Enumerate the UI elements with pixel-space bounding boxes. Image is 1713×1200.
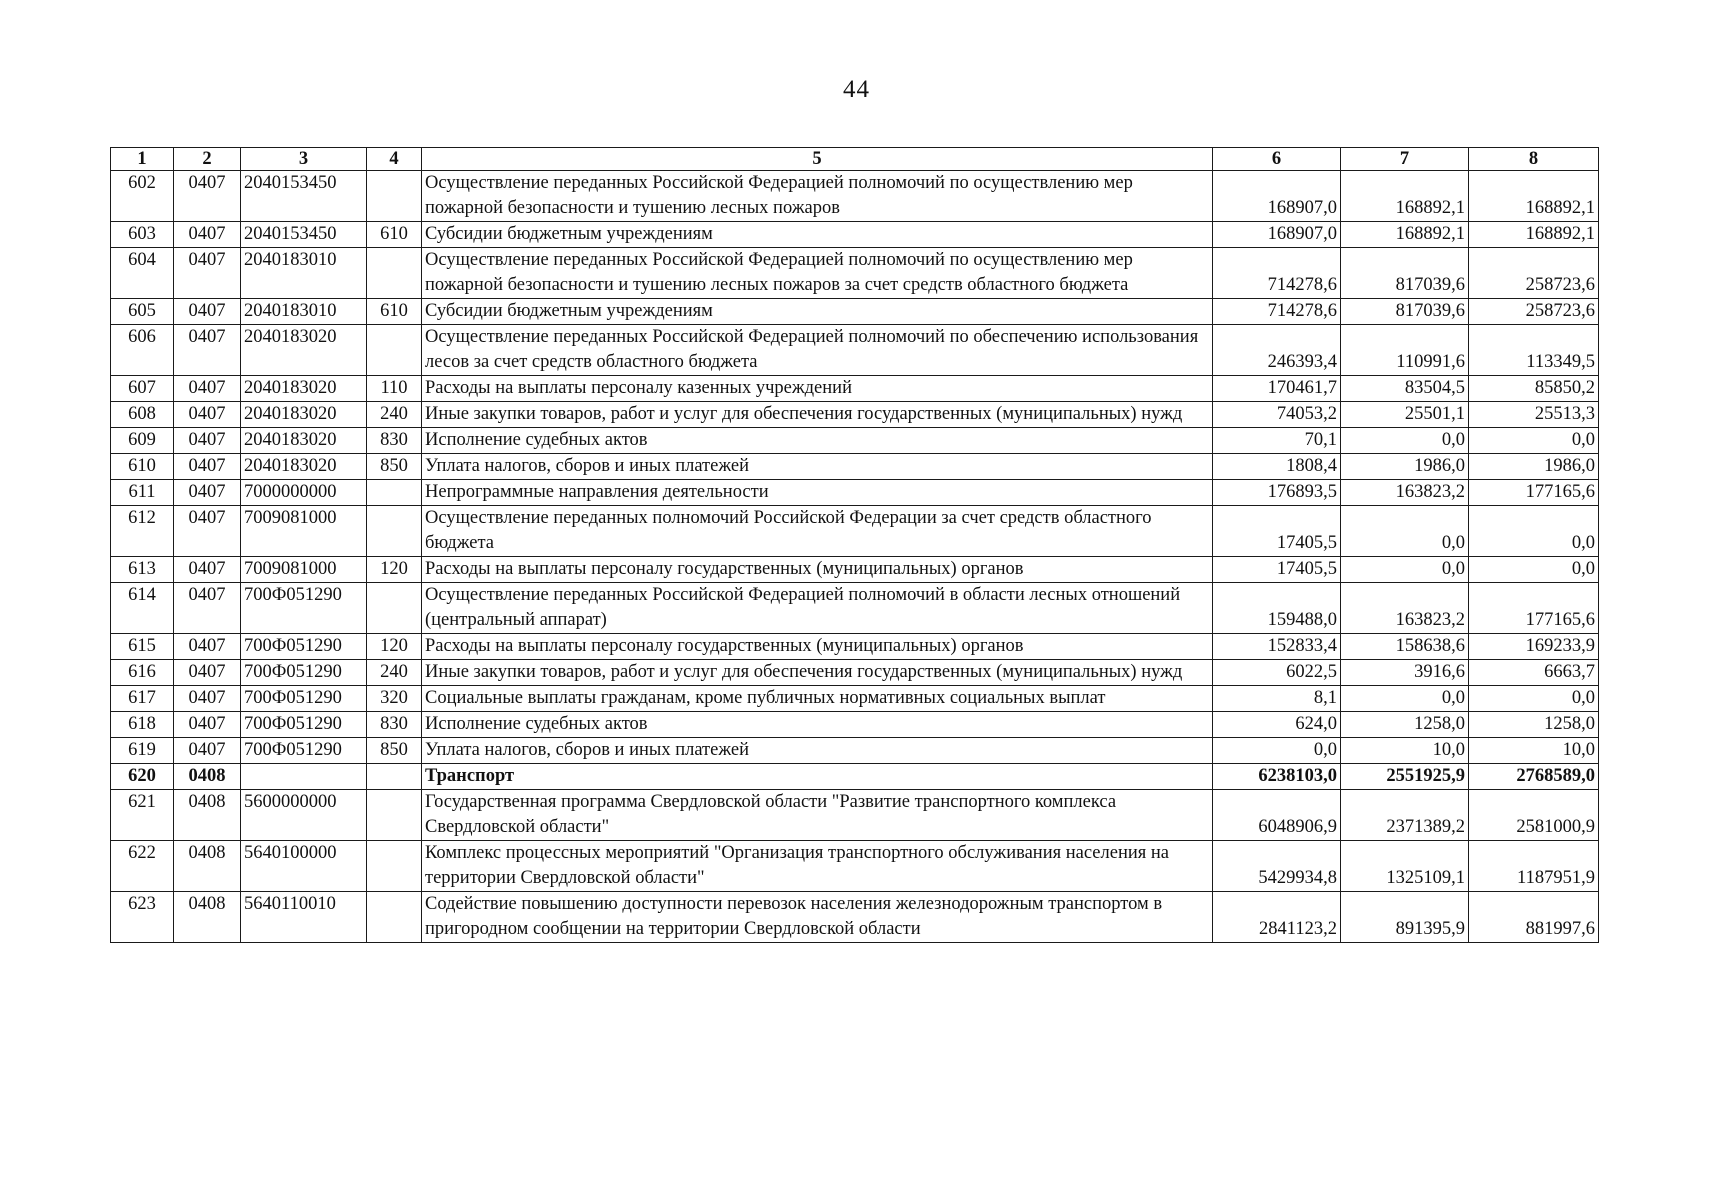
value-col6-cell: 5429934,8: [1213, 841, 1341, 892]
item-name-cell: Иные закупки товаров, работ и услуг для обеспечения государственных (муниципальных) нужд: [422, 660, 1213, 686]
value-col8-cell: 85850,2: [1469, 376, 1599, 402]
value-col8-cell: 0,0: [1469, 428, 1599, 454]
target-code-cell: 700Ф051290: [241, 634, 367, 660]
value-col8-cell: 1187951,9: [1469, 841, 1599, 892]
section-code-cell: 0407: [174, 686, 241, 712]
value-col8-cell: 169233,9: [1469, 634, 1599, 660]
row-number-cell: 610: [111, 454, 174, 480]
table-row: [111, 790, 1599, 841]
item-name-cell: Уплата налогов, сборов и иных платежей: [422, 454, 1213, 480]
table-row: [111, 712, 1599, 738]
target-code-cell: 5640100000: [241, 841, 367, 892]
expense-type-cell: [367, 480, 422, 506]
value-col6-cell: 2841123,2: [1213, 892, 1341, 943]
value-col6-cell: 1808,4: [1213, 454, 1341, 480]
section-code-cell: 0407: [174, 506, 241, 557]
table-row: [111, 299, 1599, 325]
value-col6-cell: 714278,6: [1213, 248, 1341, 299]
section-code-cell: 0408: [174, 764, 241, 790]
expense-type-cell: [367, 841, 422, 892]
target-code-cell: 2040153450: [241, 222, 367, 248]
row-number-cell: 614: [111, 583, 174, 634]
expense-type-cell: 110: [367, 376, 422, 402]
value-col6-cell: 159488,0: [1213, 583, 1341, 634]
section-code-cell: 0407: [174, 634, 241, 660]
value-col6-cell: 6048906,9: [1213, 790, 1341, 841]
expense-type-cell: 240: [367, 660, 422, 686]
row-number-cell: 619: [111, 738, 174, 764]
row-number-cell: 621: [111, 790, 174, 841]
value-col8-cell: 1986,0: [1469, 454, 1599, 480]
section-code-cell: 0407: [174, 222, 241, 248]
table-row: [111, 892, 1599, 943]
value-col7-cell: 168892,1: [1341, 222, 1469, 248]
value-col7-cell: 0,0: [1341, 557, 1469, 583]
table-row: [111, 583, 1599, 634]
row-number-cell: 609: [111, 428, 174, 454]
table-row: [111, 764, 1599, 790]
target-code-cell: 7000000000: [241, 480, 367, 506]
value-col7-cell: 891395,9: [1341, 892, 1469, 943]
value-col7-cell: 1986,0: [1341, 454, 1469, 480]
table-row: [111, 222, 1599, 248]
value-col6-cell: 168907,0: [1213, 222, 1341, 248]
item-name-cell: Уплата налогов, сборов и иных платежей: [422, 738, 1213, 764]
target-code-cell: [241, 764, 367, 790]
row-number-cell: 604: [111, 248, 174, 299]
item-name-cell: Осуществление переданных полномочий Российской Федерации за счет средств областного бюджета: [422, 506, 1213, 557]
item-name-cell: Расходы на выплаты персоналу государственных (муниципальных) органов: [422, 634, 1213, 660]
value-col7-cell: 2551925,9: [1341, 764, 1469, 790]
header-cell-6: 6: [1213, 148, 1341, 171]
table-row: [111, 428, 1599, 454]
target-code-cell: 700Ф051290: [241, 660, 367, 686]
value-col8-cell: 25513,3: [1469, 402, 1599, 428]
page-number: 44: [843, 76, 870, 103]
table-row: [111, 454, 1599, 480]
value-col7-cell: 3916,6: [1341, 660, 1469, 686]
value-col6-cell: 6238103,0: [1213, 764, 1341, 790]
expense-type-cell: 320: [367, 686, 422, 712]
value-col7-cell: 25501,1: [1341, 402, 1469, 428]
section-code-cell: 0407: [174, 557, 241, 583]
table-row: [111, 480, 1599, 506]
budget-table: [110, 147, 1599, 943]
section-code-cell: 0407: [174, 480, 241, 506]
section-code-cell: 0407: [174, 454, 241, 480]
table-row: [111, 376, 1599, 402]
section-code-cell: 0407: [174, 428, 241, 454]
section-code-cell: 0407: [174, 325, 241, 376]
value-col7-cell: 1325109,1: [1341, 841, 1469, 892]
value-col8-cell: 2581000,9: [1469, 790, 1599, 841]
table-body: [111, 171, 1599, 943]
row-number-cell: 603: [111, 222, 174, 248]
section-code-cell: 0407: [174, 402, 241, 428]
section-code-cell: 0407: [174, 660, 241, 686]
header-cell-7: 7: [1341, 148, 1469, 171]
row-number-cell: 616: [111, 660, 174, 686]
value-col8-cell: 881997,6: [1469, 892, 1599, 943]
expense-type-cell: [367, 892, 422, 943]
table-row: [111, 557, 1599, 583]
value-col7-cell: 83504,5: [1341, 376, 1469, 402]
expense-type-cell: 610: [367, 299, 422, 325]
expense-type-cell: 610: [367, 222, 422, 248]
target-code-cell: 2040183020: [241, 376, 367, 402]
section-code-cell: 0408: [174, 892, 241, 943]
table-row: [111, 634, 1599, 660]
section-code-cell: 0407: [174, 171, 241, 222]
value-col8-cell: 0,0: [1469, 686, 1599, 712]
target-code-cell: 5600000000: [241, 790, 367, 841]
table-row: [111, 686, 1599, 712]
table-row: [111, 325, 1599, 376]
target-code-cell: 7009081000: [241, 506, 367, 557]
table-row: [111, 506, 1599, 557]
target-code-cell: 2040183010: [241, 248, 367, 299]
table-row: [111, 402, 1599, 428]
value-col7-cell: 158638,6: [1341, 634, 1469, 660]
row-number-cell: 608: [111, 402, 174, 428]
table-row: [111, 841, 1599, 892]
value-col8-cell: 258723,6: [1469, 248, 1599, 299]
value-col6-cell: 0,0: [1213, 738, 1341, 764]
value-col7-cell: 0,0: [1341, 506, 1469, 557]
table-row: [111, 738, 1599, 764]
row-number-cell: 607: [111, 376, 174, 402]
value-col8-cell: 10,0: [1469, 738, 1599, 764]
target-code-cell: 5640110010: [241, 892, 367, 943]
value-col7-cell: 163823,2: [1341, 480, 1469, 506]
value-col7-cell: 817039,6: [1341, 248, 1469, 299]
row-number-cell: 602: [111, 171, 174, 222]
value-col8-cell: 2768589,0: [1469, 764, 1599, 790]
header-cell-1: 1: [111, 148, 174, 171]
target-code-cell: 2040183010: [241, 299, 367, 325]
value-col6-cell: 17405,5: [1213, 506, 1341, 557]
item-name-cell: Осуществление переданных Российской Федерацией полномочий по обеспечению использования лесов за счет средств областного бюджета: [422, 325, 1213, 376]
row-number-cell: 606: [111, 325, 174, 376]
header-cell-5: 5: [422, 148, 1213, 171]
expense-type-cell: [367, 583, 422, 634]
value-col8-cell: 1258,0: [1469, 712, 1599, 738]
row-number-cell: 613: [111, 557, 174, 583]
expense-type-cell: [367, 325, 422, 376]
row-number-cell: 622: [111, 841, 174, 892]
value-col7-cell: 168892,1: [1341, 171, 1469, 222]
target-code-cell: 700Ф051290: [241, 738, 367, 764]
value-col6-cell: 17405,5: [1213, 557, 1341, 583]
expense-type-cell: [367, 248, 422, 299]
value-col7-cell: 1258,0: [1341, 712, 1469, 738]
item-name-cell: Расходы на выплаты персоналу государственных (муниципальных) органов: [422, 557, 1213, 583]
item-name-cell: Субсидии бюджетным учреждениям: [422, 222, 1213, 248]
expense-type-cell: 240: [367, 402, 422, 428]
value-col8-cell: 177165,6: [1469, 583, 1599, 634]
expense-type-cell: 120: [367, 557, 422, 583]
row-number-cell: 611: [111, 480, 174, 506]
value-col6-cell: 6022,5: [1213, 660, 1341, 686]
expense-type-cell: [367, 764, 422, 790]
value-col8-cell: 177165,6: [1469, 480, 1599, 506]
section-code-cell: 0408: [174, 790, 241, 841]
table-row: [111, 171, 1599, 222]
header-cell-4: 4: [367, 148, 422, 171]
item-name-cell: Исполнение судебных актов: [422, 428, 1213, 454]
value-col6-cell: 8,1: [1213, 686, 1341, 712]
section-code-cell: 0407: [174, 376, 241, 402]
item-name-cell: Содействие повышению доступности перевозок населения железнодорожным транспортом в пригородном сообщении на территории Свердловской области: [422, 892, 1213, 943]
target-code-cell: 7009081000: [241, 557, 367, 583]
item-name-cell: Осуществление переданных Российской Федерацией полномочий в области лесных отношений (центральный аппарат): [422, 583, 1213, 634]
item-name-cell: Осуществление переданных Российской Федерацией полномочий по осуществлению мер пожарной безопасности и тушению лесных пожаров за счет средств областного бюджета: [422, 248, 1213, 299]
expense-type-cell: [367, 506, 422, 557]
item-name-cell: Непрограммные направления деятельности: [422, 480, 1213, 506]
target-code-cell: 2040183020: [241, 325, 367, 376]
row-number-cell: 612: [111, 506, 174, 557]
expense-type-cell: 830: [367, 428, 422, 454]
target-code-cell: 2040183020: [241, 428, 367, 454]
item-name-cell: Расходы на выплаты персоналу казенных учреждений: [422, 376, 1213, 402]
value-col8-cell: 168892,1: [1469, 171, 1599, 222]
value-col8-cell: 258723,6: [1469, 299, 1599, 325]
target-code-cell: 700Ф051290: [241, 686, 367, 712]
row-number-cell: 618: [111, 712, 174, 738]
item-name-cell: Осуществление переданных Российской Федерацией полномочий по осуществлению мер пожарной безопасности и тушению лесных пожаров: [422, 171, 1213, 222]
item-name-cell: Субсидии бюджетным учреждениям: [422, 299, 1213, 325]
value-col6-cell: 246393,4: [1213, 325, 1341, 376]
item-name-cell: Государственная программа Свердловской области "Развитие транспортного комплекса Свердловской области": [422, 790, 1213, 841]
value-col7-cell: 0,0: [1341, 428, 1469, 454]
header-cell-2: 2: [174, 148, 241, 171]
table-row: [111, 248, 1599, 299]
target-code-cell: 700Ф051290: [241, 712, 367, 738]
section-code-cell: 0407: [174, 712, 241, 738]
value-col8-cell: 113349,5: [1469, 325, 1599, 376]
value-col6-cell: 74053,2: [1213, 402, 1341, 428]
expense-type-cell: [367, 171, 422, 222]
header-cell-8: 8: [1469, 148, 1599, 171]
expense-type-cell: 850: [367, 454, 422, 480]
header-cell-3: 3: [241, 148, 367, 171]
row-number-cell: 615: [111, 634, 174, 660]
value-col7-cell: 110991,6: [1341, 325, 1469, 376]
value-col8-cell: 0,0: [1469, 506, 1599, 557]
value-col6-cell: 714278,6: [1213, 299, 1341, 325]
header-row: [111, 148, 1599, 171]
value-col8-cell: 168892,1: [1469, 222, 1599, 248]
expense-type-cell: 120: [367, 634, 422, 660]
section-code-cell: 0407: [174, 248, 241, 299]
section-code-cell: 0407: [174, 299, 241, 325]
value-col6-cell: 70,1: [1213, 428, 1341, 454]
value-col6-cell: 624,0: [1213, 712, 1341, 738]
value-col7-cell: 2371389,2: [1341, 790, 1469, 841]
item-name-cell: Иные закупки товаров, работ и услуг для обеспечения государственных (муниципальных) нужд: [422, 402, 1213, 428]
section-code-cell: 0408: [174, 841, 241, 892]
value-col7-cell: 163823,2: [1341, 583, 1469, 634]
row-number-cell: 623: [111, 892, 174, 943]
value-col8-cell: 0,0: [1469, 557, 1599, 583]
item-name-cell: Социальные выплаты гражданам, кроме публичных нормативных социальных выплат: [422, 686, 1213, 712]
value-col7-cell: 10,0: [1341, 738, 1469, 764]
expense-type-cell: 830: [367, 712, 422, 738]
value-col7-cell: 0,0: [1341, 686, 1469, 712]
value-col6-cell: 168907,0: [1213, 171, 1341, 222]
value-col7-cell: 817039,6: [1341, 299, 1469, 325]
value-col8-cell: 6663,7: [1469, 660, 1599, 686]
row-number-cell: 620: [111, 764, 174, 790]
item-name-cell: Комплекс процессных мероприятий "Организация транспортного обслуживания населения на территории Свердловской области": [422, 841, 1213, 892]
section-code-cell: 0407: [174, 738, 241, 764]
target-code-cell: 2040183020: [241, 454, 367, 480]
expense-type-cell: [367, 790, 422, 841]
row-number-cell: 617: [111, 686, 174, 712]
item-name-cell: Исполнение судебных актов: [422, 712, 1213, 738]
section-code-cell: 0407: [174, 583, 241, 634]
value-col6-cell: 176893,5: [1213, 480, 1341, 506]
target-code-cell: 2040153450: [241, 171, 367, 222]
value-col6-cell: 170461,7: [1213, 376, 1341, 402]
row-number-cell: 605: [111, 299, 174, 325]
expense-type-cell: 850: [367, 738, 422, 764]
target-code-cell: 700Ф051290: [241, 583, 367, 634]
item-name-cell: Транспорт: [422, 764, 1213, 790]
target-code-cell: 2040183020: [241, 402, 367, 428]
table-row: [111, 660, 1599, 686]
value-col6-cell: 152833,4: [1213, 634, 1341, 660]
